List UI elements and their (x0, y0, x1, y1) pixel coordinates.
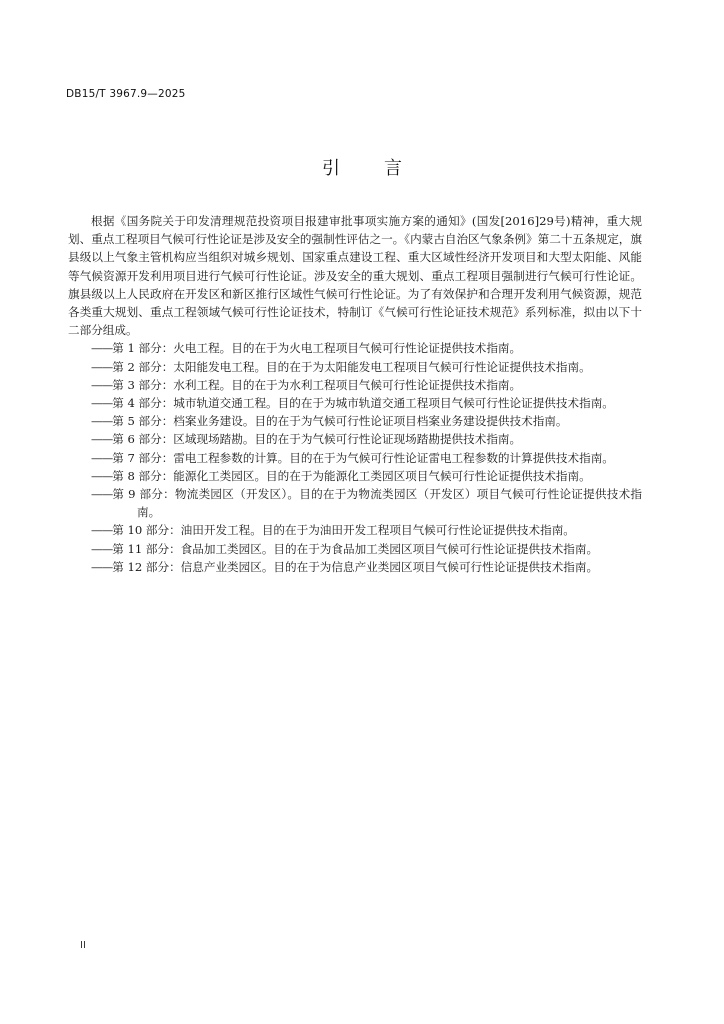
list-item-dash: —— (91, 432, 113, 447)
list-item-text: 第 5 部分：档案业务建设。目的在于为气候可行性论证项目档案业务建设提供技术指南。 (112, 414, 568, 429)
list-item-text: 第 1 部分：火电工程。目的在于为火电工程项目气候可行性论证提供技术指南。 (112, 341, 522, 356)
list-item-text: 第 6 部分：区域现场踏勘。目的在于为气候可行性论证现场踏勘提供技术指南。 (112, 432, 522, 447)
list-item-text: 第 7 部分：雷电工程参数的计算。目的在于为气候可行性论证雷电工程参数的计算提供技术指南。 (112, 450, 614, 465)
list-item (91, 558, 642, 576)
intro-paragraph: 根据《国务院关于印发清理规范投资项目报建审批事项实施方案的通知》(国发[2016]29号)精神，重大规划、重点工程项目气候可行性论证是涉及安全的强制性评估之一。《内蒙古自治区气象条例》第二十五条规定，旗县级以上气象主管机构应当组织对城乡规划、国家重点建设工程、重大区域性经济开发项目和大型太阳能、风能等气候资源开发利用项目进行气候可行性论证。涉及安全的重大规划、重点工程项目强制进行气候可行性论证。旗县级以上人民政府在开发区和新区推行区域性气候可行性论证。为了有效保护和合理开发利用气候资源，规范各类重大规划、重点工程领域气候可行性论证技术，特制订《气候可行性论证技术规范》系列标准，拟由以下十二部分组成。 (68, 214, 642, 338)
list-item-dash: —— (91, 414, 113, 429)
list-item-text: 第 3 部分：水利工程。目的在于为水利工程项目气候可行性论证提供技术指南。 (112, 377, 522, 392)
list-item (91, 394, 642, 412)
list-item-dash: —— (91, 359, 113, 374)
list-item (91, 449, 642, 467)
page-title: 引言 (322, 158, 446, 179)
list-item-text: 第 11 部分：食品加工类园区。目的在于为食品加工类园区项目气候可行性论证提供技术指南。 (112, 541, 599, 556)
list-item-dash: —— (91, 559, 113, 574)
list-item (91, 430, 642, 448)
page-number: II (80, 940, 86, 951)
list-item (91, 467, 642, 485)
list-item-text: 第 9 部分：物流类园区（开发区）。目的在于为物流类园区（开发区）项目气候可行性论证提供技术指南。 (112, 487, 642, 520)
list-item-dash: —— (91, 468, 113, 483)
list-item (91, 358, 642, 376)
list-item (91, 376, 642, 394)
list-item-dash: —— (91, 341, 113, 356)
document-code: DB15/T 3967.9—2025 (66, 88, 186, 100)
list-item-dash: —— (91, 541, 113, 556)
list-item-text: 第 4 部分：城市轨道交通工程。目的在于为城市轨道交通工程项目气候可行性论证提供技术指南。 (112, 396, 614, 411)
list-item-text: 第 2 部分：太阳能发电工程。目的在于为太阳能发电工程项目气候可行性论证提供技术指南。 (112, 359, 591, 374)
list-item (91, 521, 642, 539)
list-item-dash: —— (91, 396, 113, 411)
list-item (91, 540, 642, 558)
list-item-dash: —— (91, 377, 113, 392)
list-item-text: 第 10 部分：油田开发工程。目的在于为油田开发工程项目气候可行性论证提供技术指南。 (112, 523, 575, 538)
list-item (91, 412, 642, 430)
parts-list (68, 339, 642, 576)
list-item-dash: —— (91, 487, 113, 502)
list-item (91, 485, 642, 521)
list-item (91, 339, 642, 357)
list-item-text: 第 8 部分：能源化工类园区。目的在于为能源化工类园区项目气候可行性论证提供技术指南。 (112, 468, 591, 483)
list-item-dash: —— (91, 450, 113, 465)
list-item-text: 第 12 部分：信息产业类园区。目的在于为信息产业类园区项目气候可行性论证提供技术指南。 (112, 559, 599, 574)
body-text (68, 212, 642, 576)
list-item-dash: —— (91, 523, 113, 538)
